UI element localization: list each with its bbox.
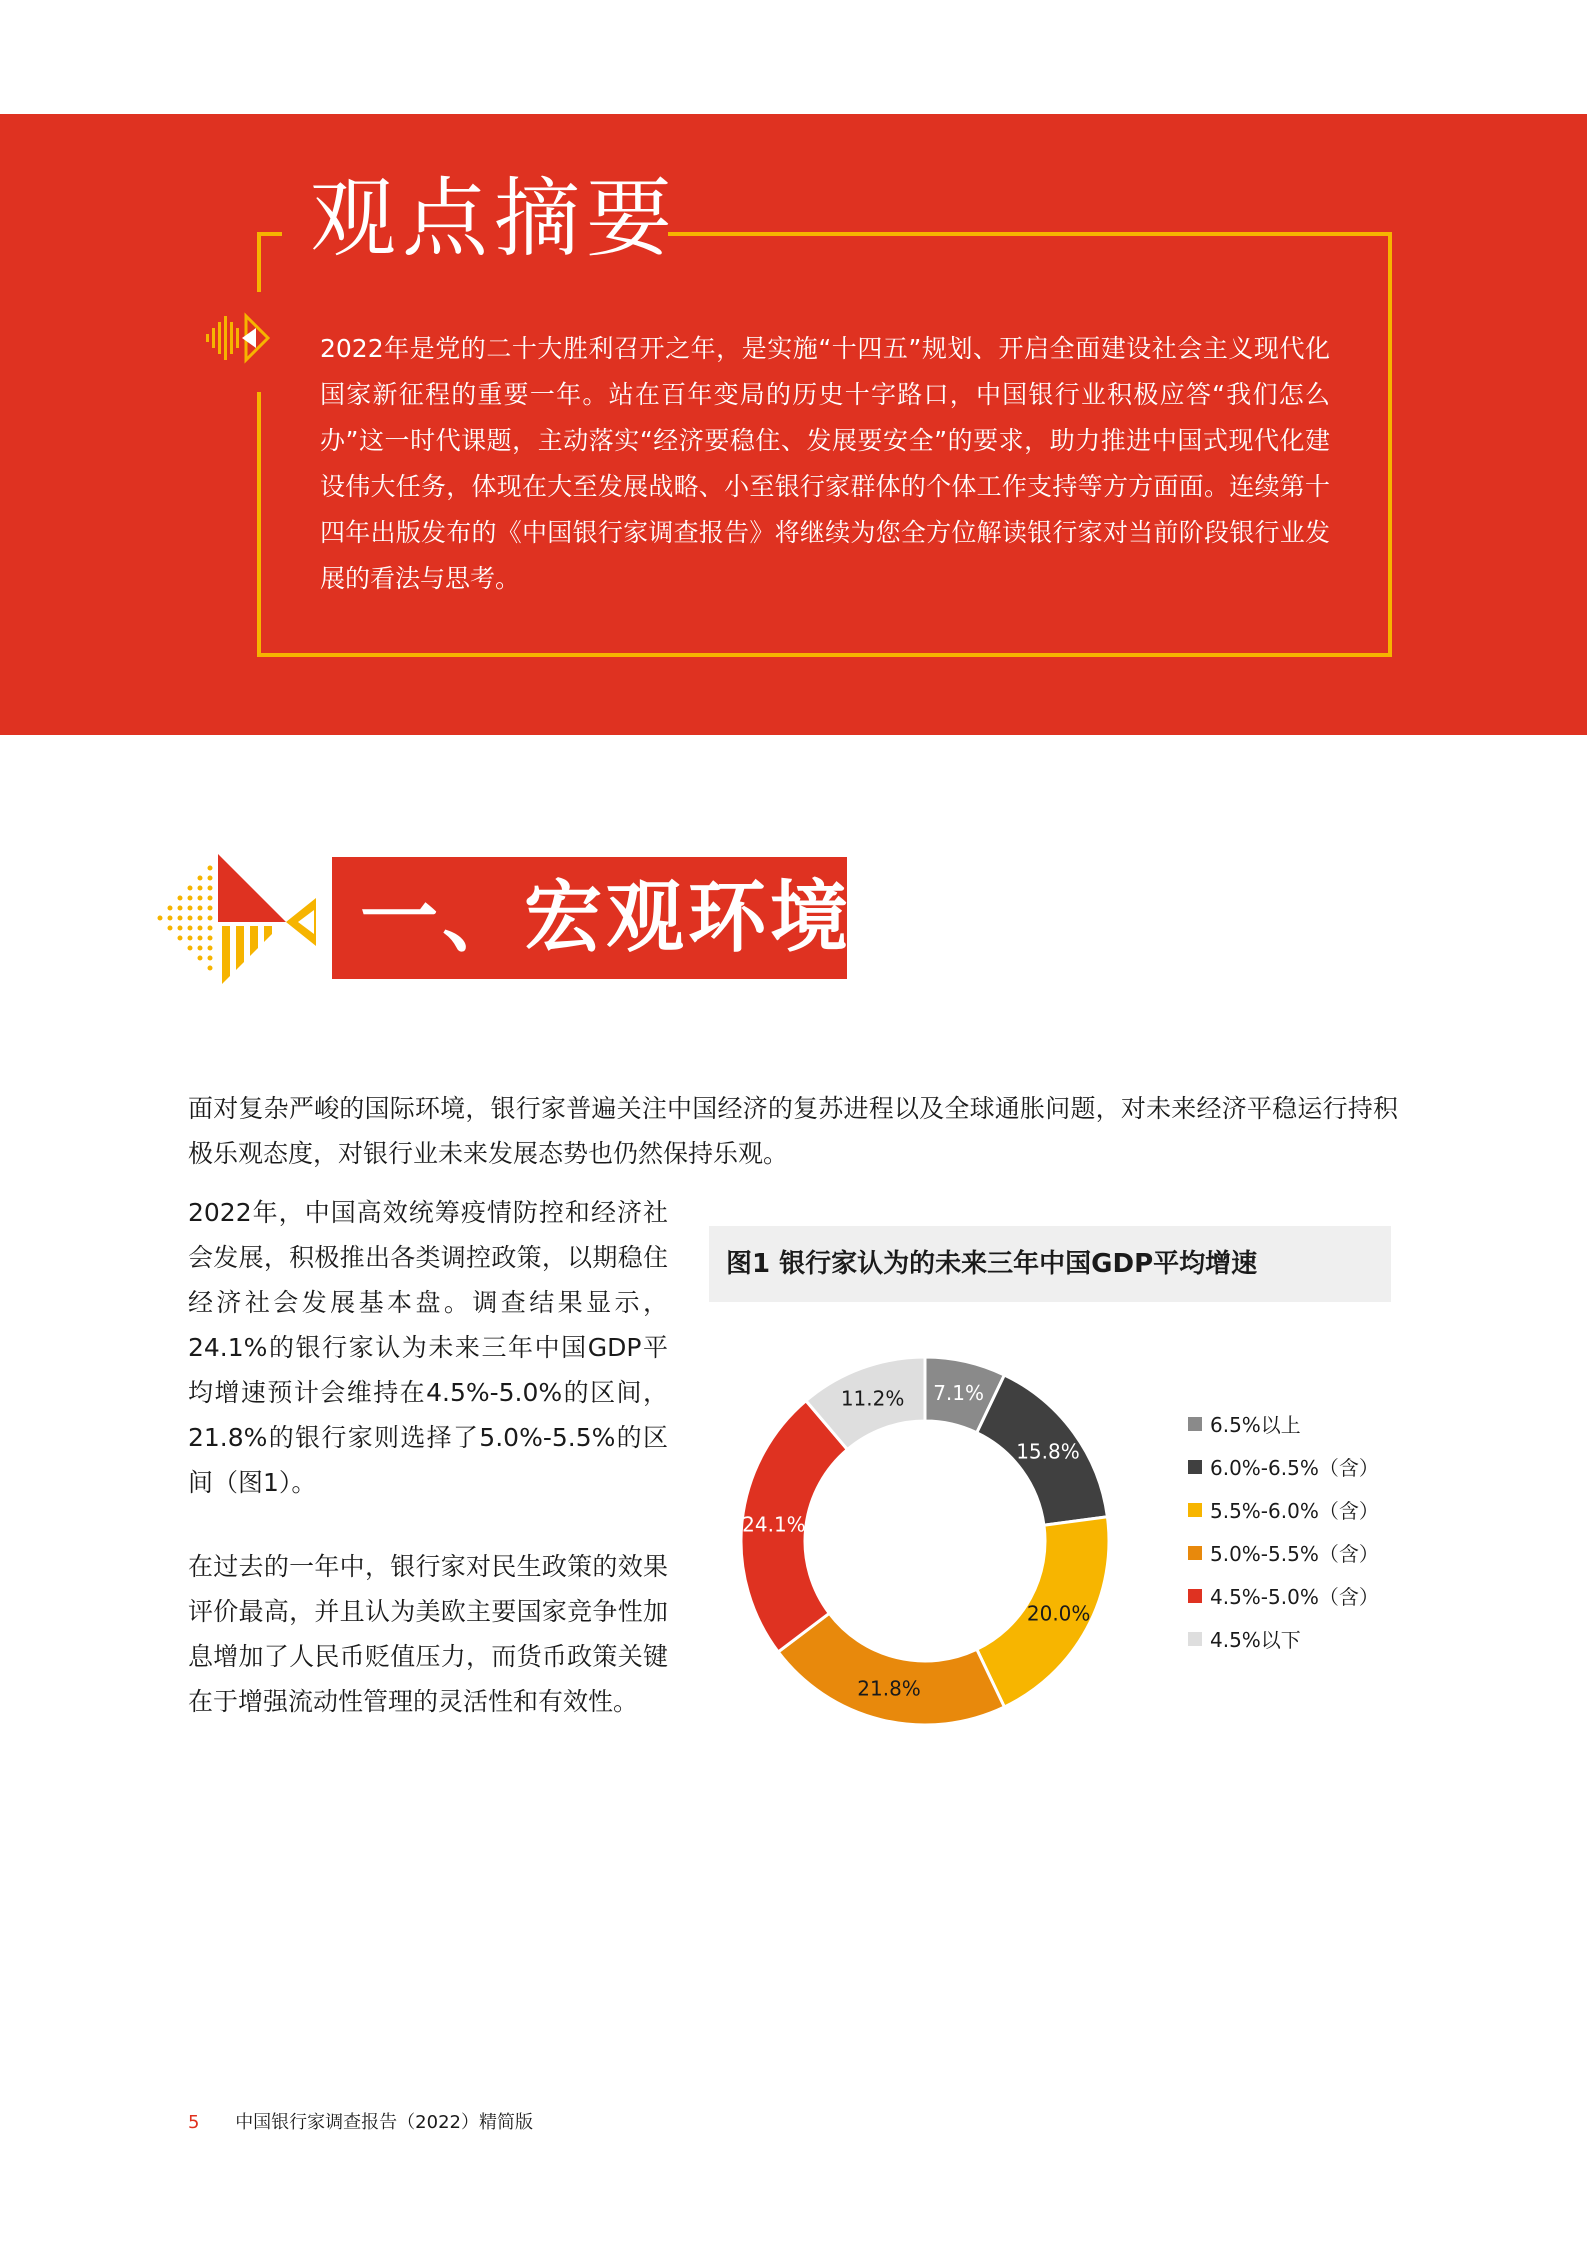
legend-label: 4.5%-5.0%（含） xyxy=(1210,1585,1379,1609)
legend-label: 5.0%-5.5%（含） xyxy=(1210,1542,1379,1566)
legend-swatch xyxy=(1188,1460,1202,1474)
legend-item xyxy=(1188,1445,1388,1488)
donut-slice-label: 20.0% xyxy=(1026,1601,1091,1626)
summary-title: 观点摘要 xyxy=(310,169,678,269)
legend-item xyxy=(1188,1617,1388,1660)
section-title: 一、宏观环境 xyxy=(360,873,853,963)
page-number: 5 xyxy=(188,2112,200,2133)
chart-legend xyxy=(1188,1402,1388,1660)
figure-title: 图1 银行家认为的未来三年中国GDP平均增速 xyxy=(726,1249,1258,1279)
legend-item xyxy=(1188,1531,1388,1574)
legend-swatch xyxy=(1188,1503,1202,1517)
legend-item xyxy=(1188,1488,1388,1531)
donut-slice-label: 24.1% xyxy=(742,1512,806,1537)
legend-item xyxy=(1188,1574,1388,1617)
legend-swatch xyxy=(1188,1546,1202,1560)
summary-text: 2022年是党的二十大胜利召开之年，是实施“十四五”规划、开启全面建设社会主义现代化国家新征程的重要一年。站在百年变局的历史十字路口，中国银行业积极应答“我们怎么办”这一时代课题，主动落实“经济要稳住、发展要安全”的要求，助力推进中国式现代化建设伟大任务，体现在大至发展战略、小至银行家群体的个体工作支持等方方面面。连续第十四年出版发布的《中国银行家调查报告》将继续为您全方位解读银行家对当前阶段银行业发展的看法与思考。 xyxy=(320,334,1330,593)
legend-item xyxy=(1188,1402,1388,1445)
section-decor-icon xyxy=(150,848,320,988)
summary-decor-icon xyxy=(202,308,272,368)
donut-slice xyxy=(778,1613,1004,1725)
donut-slice-label: 11.2% xyxy=(840,1386,905,1411)
donut-slice-label: 21.8% xyxy=(857,1676,921,1701)
footer xyxy=(188,2108,533,2134)
donut-slice-label: 7.1% xyxy=(933,1380,985,1405)
legend-label: 6.5%以上 xyxy=(1210,1413,1301,1437)
legend-label: 4.5%以下 xyxy=(1210,1628,1301,1652)
legend-label: 5.5%-6.0%（含） xyxy=(1210,1499,1379,1523)
legend-swatch xyxy=(1188,1632,1202,1646)
footer-title: 中国银行家调查报告（2022）精简版 xyxy=(235,2112,533,2133)
legend-label: 6.0%-6.5%（含） xyxy=(1210,1456,1379,1480)
legend-swatch xyxy=(1188,1589,1202,1603)
legend-swatch xyxy=(1188,1417,1202,1431)
policy-paragraph: 在过去的一年中，银行家对民生政策的效果评价最高，并且认为美欧主要国家竞争性加息增加了人民币贬值压力，而货币政策关键在于增强流动性管理的灵活性和有效性。 xyxy=(188,1552,668,1716)
intro-paragraph: 面对复杂严峻的国际环境，银行家普遍关注中国经济的复苏进程以及全球通胀问题，对未来经济平稳运行持积极乐观态度，对银行业未来发展态势也仍然保持乐观。 xyxy=(188,1094,1398,1168)
gdp-paragraph: 2022年，中国高效统筹疫情防控和经济社会发展，积极推出各类调控政策，以期稳住经济社会发展基本盘。调查结果显示，24.1%的银行家认为未来三年中国GDP平均增速预计会维持在4.5%-5.0%的区间，21.8%的银行家则选择了5.0%-5.5%的区间（图1）。 xyxy=(188,1198,668,1497)
donut-slice-label: 15.8% xyxy=(1016,1439,1080,1464)
